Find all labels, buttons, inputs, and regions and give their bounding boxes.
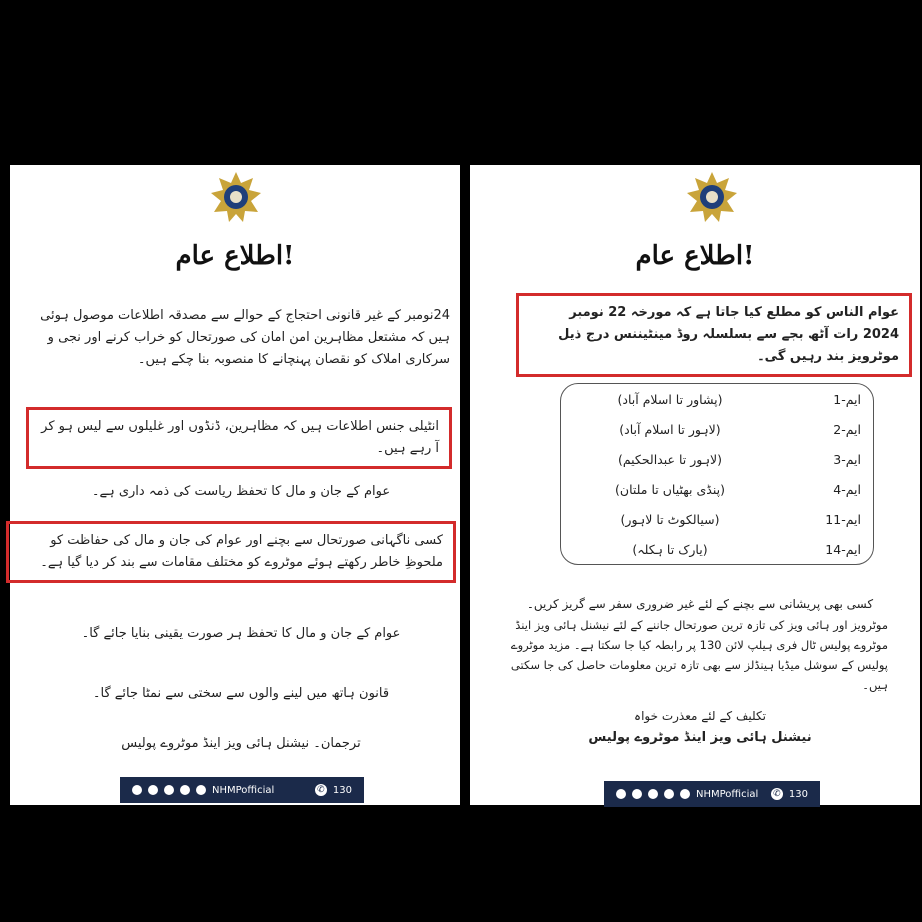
route-row: [561, 504, 873, 534]
facebook-icon: [132, 785, 142, 795]
notice-title: اطلاع عام!: [635, 241, 755, 271]
instagram-icon: [648, 789, 658, 799]
footer-bar: [604, 781, 820, 807]
youtube-icon: [664, 789, 674, 799]
apology-line: تکلیف کے لئے معذرت خواہ: [634, 709, 766, 723]
motorway-police-badge-icon: [686, 171, 738, 223]
notice-signature: ترجمان۔ نیشنل ہائی ویز اینڈ موٹروے پولیس: [121, 736, 361, 751]
motorway-code: ایم-11: [825, 511, 861, 527]
notice-paragraph-1: 24نومبر کے غیر قانونی احتجاج کے حوالے سے مصدقہ اطلاعات موصول ہوئی ہیں کہ مشتعل مظاہرین امن امان کی صورتحال کو خراب کرنے اور نجی و سرکاری املاک کو نقصان پہنچانے کا منصوبہ بنا چکے ہیں۔: [40, 308, 450, 367]
route-row: [561, 444, 873, 474]
twitter-icon: [148, 785, 158, 795]
phone-icon: ✆: [315, 784, 327, 796]
route-row: [561, 384, 873, 414]
motorway-police-badge-icon: [210, 171, 262, 223]
helpline-number: 130: [332, 784, 352, 796]
social-handle: NHMPofficial: [212, 784, 275, 796]
phone-icon: ✆: [771, 788, 783, 800]
highlighted-paragraph-intelligence: انٹیلی جنس اطلاعات ہیں کہ مظاہرین، ڈنڈوں اور غلیلوں سے لیس ہو کر آ رہے ہیں۔: [26, 407, 452, 469]
notice-paragraph-avoid-travel: کسی بھی پریشانی سے بچنے کے لئے غیر ضروری سفر سے گریز کریں۔: [526, 597, 874, 611]
tiktok-icon: [196, 785, 206, 795]
notice-paragraph-3: عوام کے جان و مال کا تحفظ ریاست کی ذمہ داری ہے۔: [91, 484, 391, 499]
closed-motorways-table: [560, 383, 874, 565]
notice-paragraph-helpline: موٹرویز اور ہائی ویز کی تازہ ترین صورتحال جاننے کے لئے نیشنل ہائی ویز اینڈ موٹروے پولیس ٹال فری ہیلپ لائن 130 پر رابطہ کیا جا سکتا ہے۔ مزید موٹروے پولیس کے سوشل میڈیا ہینڈلز سے بھی تازہ ترین معلومات حاصل کی جا سکتی ہیں۔: [510, 618, 888, 692]
motorway-route: (لاہور تا عبدالحکیم): [617, 451, 723, 467]
highlighted-paragraph-closure-date: عوام الناس کو مطلع کیا جاتا ہے کہ مورخہ 22 نومبر 2024 رات آٹھ بجے سے بسلسلہ روڈ مینٹیننس درج ذیل موٹرویز بند رہیں گی۔: [516, 293, 912, 377]
motorway-route: (پنڈی بھٹیاں تا ملتان): [615, 481, 725, 497]
highlighted-paragraph-motorway-closure: کسی ناگہانی صورتحال سے بچنے اور عوام کی جان و مال کی حفاظت کو ملحوظِ خاطر رکھتے ہوئے موٹروے کو مختلف مقامات سے بند کر دیا گیا ہے۔: [6, 521, 456, 583]
instagram-icon: [164, 785, 174, 795]
motorway-route: (لاہور تا اسلام آباد): [619, 421, 721, 437]
notice-paragraph-5: عوام کے جان و مال کا تحفظ ہر صورت یقینی بنایا جائے گا۔: [81, 626, 401, 641]
route-row: [561, 534, 873, 564]
motorway-code: ایم-14: [825, 541, 861, 557]
motorway-route: (یارک تا ہکلہ): [632, 541, 708, 557]
helpline-number: 130: [788, 788, 808, 800]
notice-signature: نیشنل ہائی ویز اینڈ موٹروے پولیس: [588, 730, 812, 745]
motorway-code: ایم-4: [833, 481, 861, 497]
twitter-icon: [632, 789, 642, 799]
motorway-route: (سیالکوٹ تا لاہور): [620, 511, 720, 527]
motorway-code: ایم-3: [833, 451, 861, 467]
notice-title: اطلاع عام!: [175, 241, 295, 271]
youtube-icon: [180, 785, 190, 795]
notice-paragraph-6: قانون ہاتھ میں لینے والوں سے سختی سے نمٹا جائے گا۔: [92, 686, 390, 701]
left-notice-panel: [10, 165, 460, 805]
footer-bar: [120, 777, 364, 803]
route-row: [561, 414, 873, 444]
tiktok-icon: [680, 789, 690, 799]
facebook-icon: [616, 789, 626, 799]
motorway-code: ایم-2: [833, 421, 861, 437]
route-row: [561, 474, 873, 504]
right-notice-panel: [470, 165, 920, 805]
motorway-code: ایم-1: [833, 391, 861, 407]
motorway-route: (پشاور تا اسلام آباد): [617, 391, 723, 407]
social-handle: NHMPofficial: [696, 788, 759, 800]
